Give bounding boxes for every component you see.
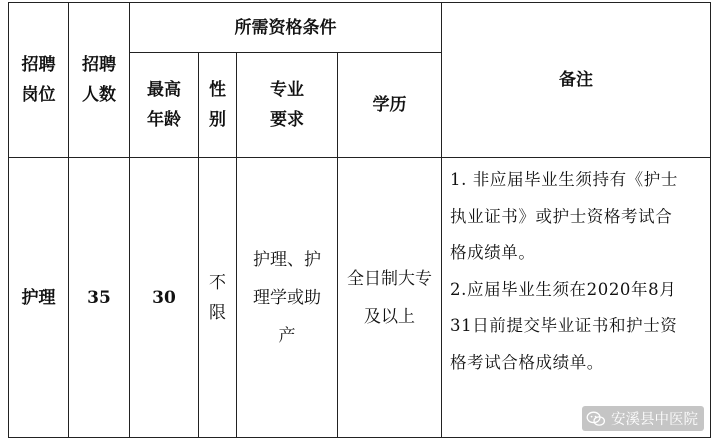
- cell-count: 35: [69, 158, 130, 438]
- remark-line: 2.应届毕业生须在2020年8月: [450, 279, 677, 299]
- cell-remarks: [442, 158, 711, 438]
- header-gender: 性 别: [199, 53, 237, 158]
- header-remarks: 备注: [442, 3, 711, 158]
- remark-line: 格考试合格成绩单。: [450, 352, 604, 372]
- recruitment-table: [8, 2, 711, 438]
- header-max-age: 最高 年龄: [130, 53, 199, 158]
- cell-education: 全日制大专 及以上: [338, 158, 442, 438]
- remark-line: 1. 非应届毕业生须持有《护士: [450, 170, 678, 189]
- header-qualifications: 所需资格条件: [130, 3, 442, 53]
- cell-max-age: 30: [130, 158, 199, 438]
- header-major: 专业 要求: [237, 53, 338, 158]
- watermark-text: 安溪县中医院: [611, 412, 698, 428]
- remark-line: 31日前提交毕业证书和护士资: [450, 316, 678, 335]
- cell-position: 护理: [9, 158, 69, 438]
- cell-major: 护理、护 理学或助 产: [237, 158, 338, 438]
- header-education: 学历: [338, 53, 442, 158]
- remark-line: 格成绩单。: [450, 243, 536, 262]
- wechat-icon: [586, 411, 606, 427]
- remark-line: 执业证书》或护士资格考试合: [450, 206, 673, 226]
- watermark: [582, 406, 704, 431]
- header-position: 招聘 岗位: [9, 3, 69, 158]
- header-count: 招聘 人数: [69, 3, 130, 158]
- cell-gender: 不 限: [199, 158, 237, 438]
